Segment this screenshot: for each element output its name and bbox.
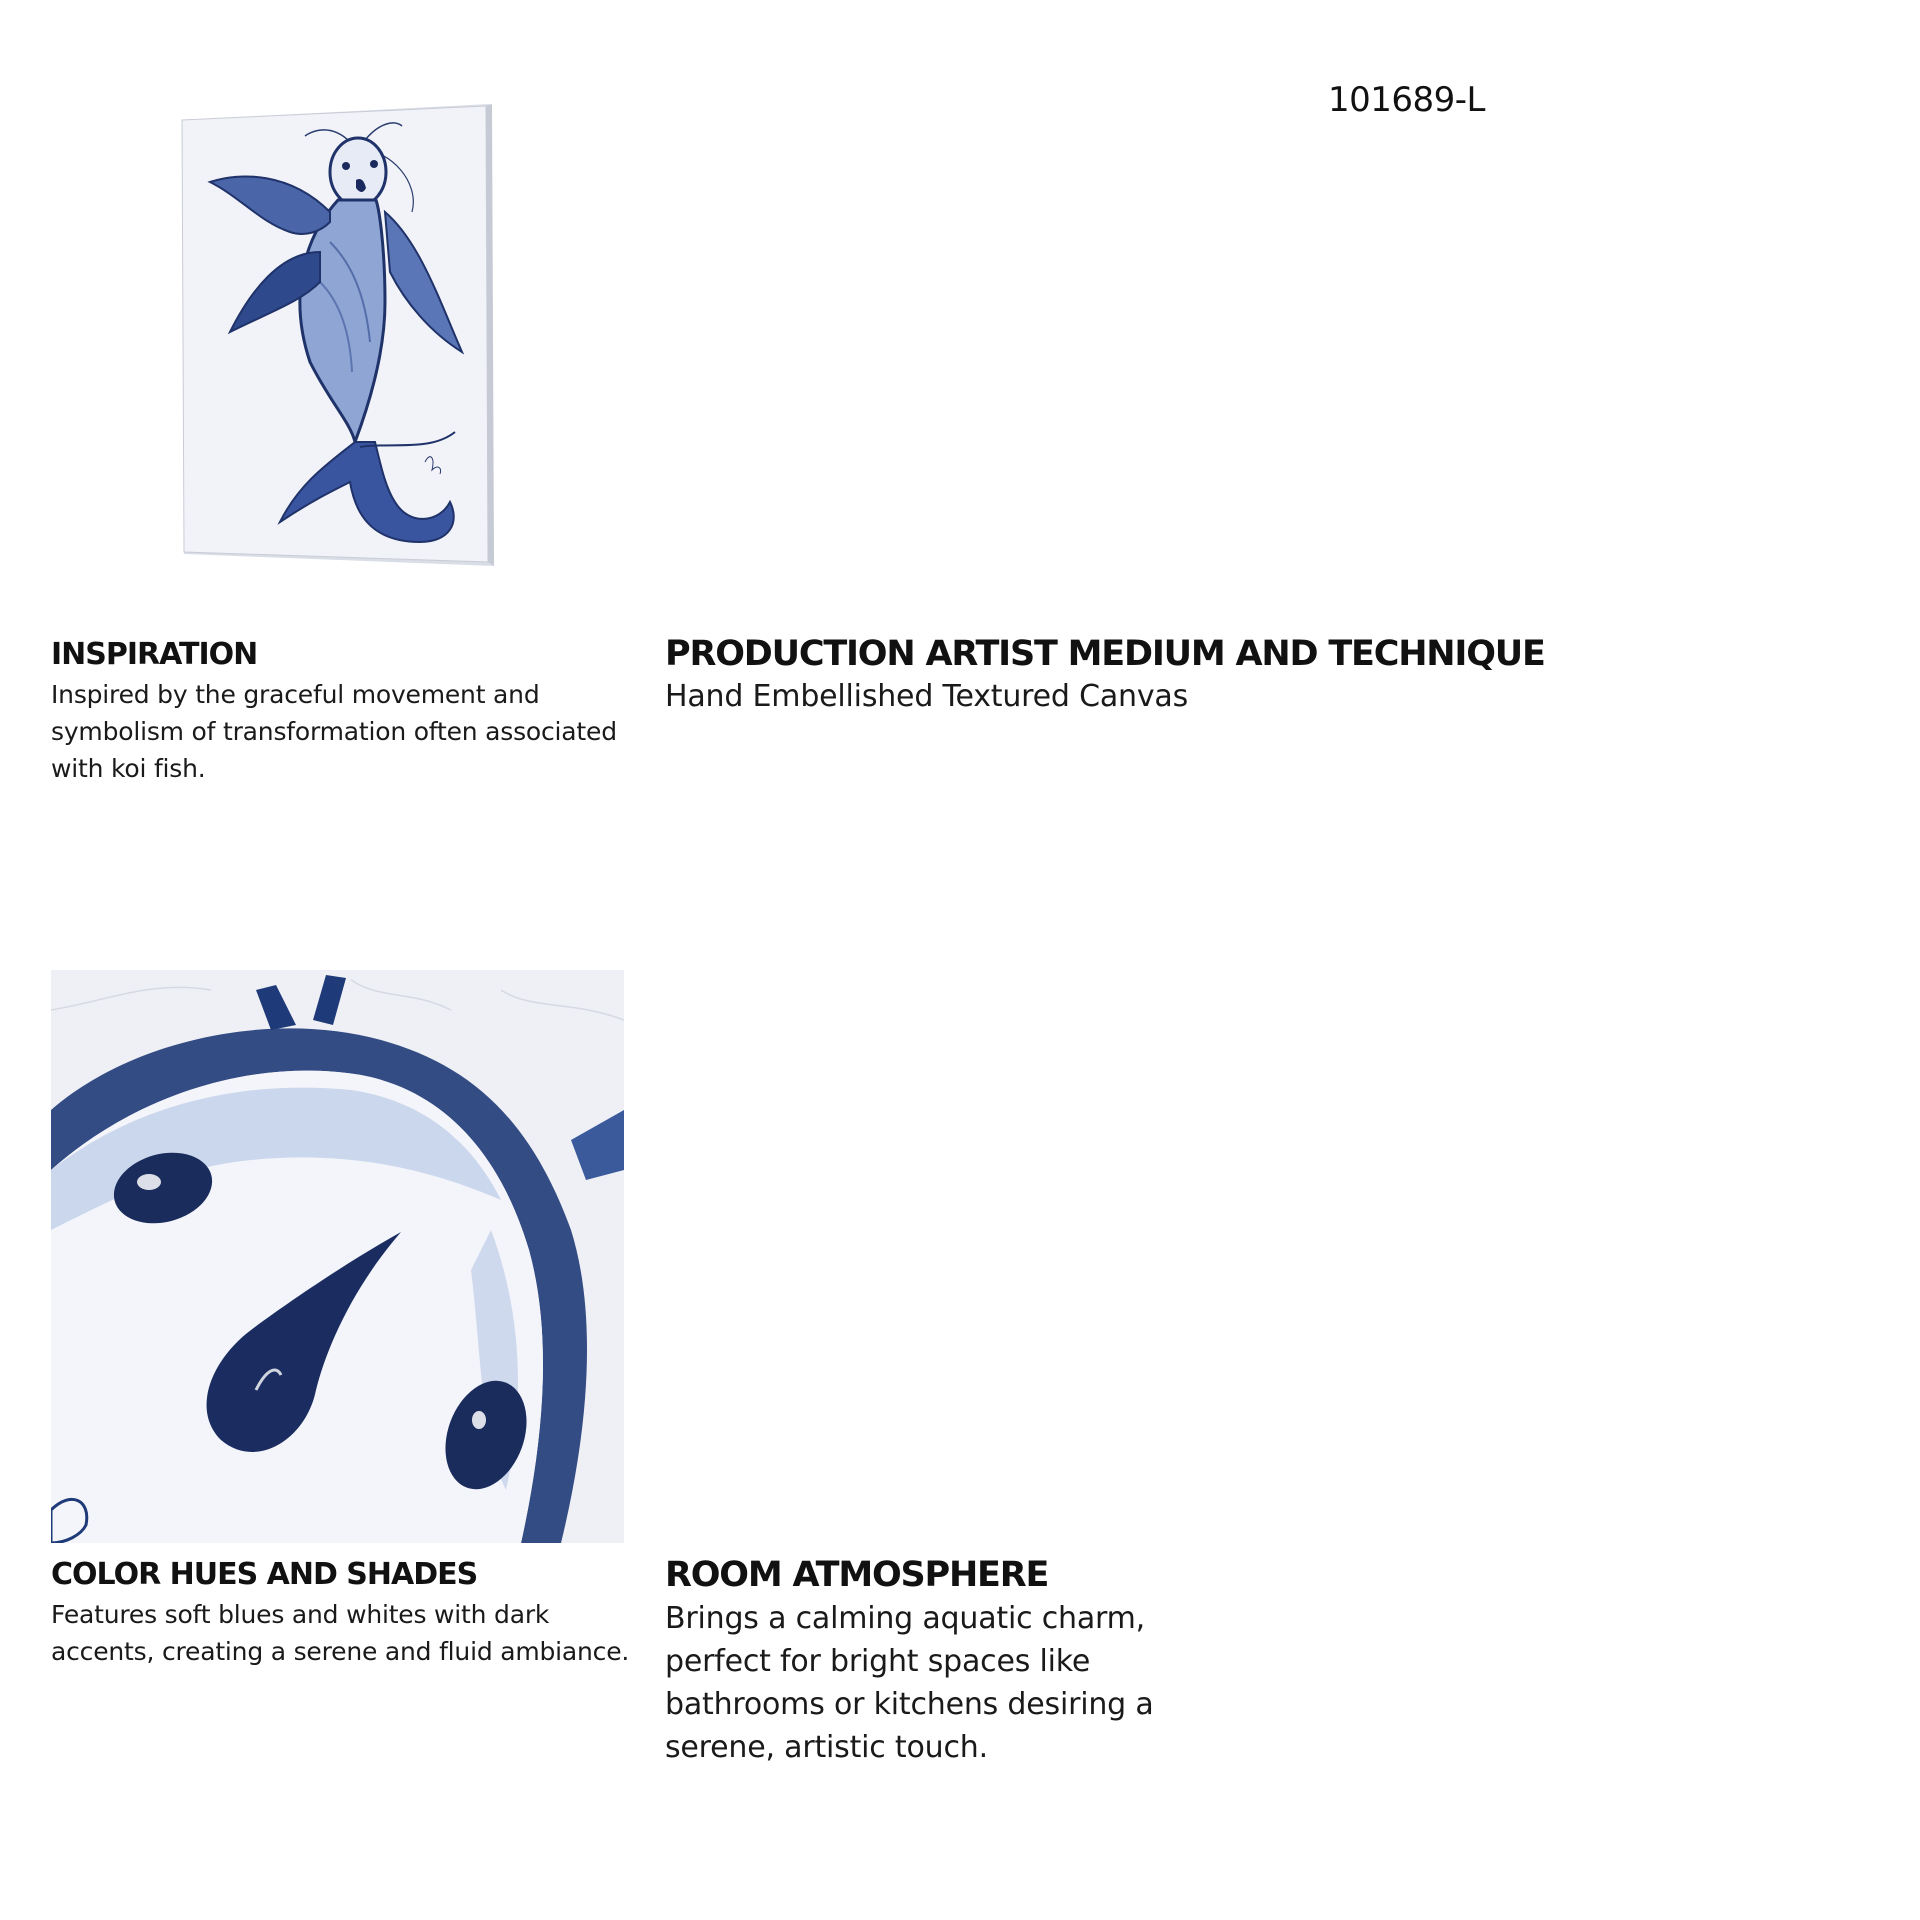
production-text: Hand Embellished Textured Canvas [665,679,1189,714]
production-heading: PRODUCTION ARTIST MEDIUM AND TECHNIQUE [665,634,1545,674]
inspiration-text: Inspired by the graceful movement and symbolism of transformation often associated with koi fish. [51,680,617,783]
color-text: Features soft blues and whites with dark accents, creating a serene and fluid ambiance. [51,1600,630,1666]
color-heading: COLOR HUES AND SHADES [51,1557,478,1592]
koi-closeup-image [51,970,624,1543]
product-sku: 101689-L [1328,80,1486,120]
room-text: Brings a calming aquatic charm, perfect for bright spaces like bathrooms or kitchens desiring a serene, artistic touch. [665,1601,1154,1765]
room-heading: ROOM ATMOSPHERE [665,1555,1049,1595]
inspiration-heading: INSPIRATION [51,637,258,672]
koi-painting-image [180,102,494,570]
